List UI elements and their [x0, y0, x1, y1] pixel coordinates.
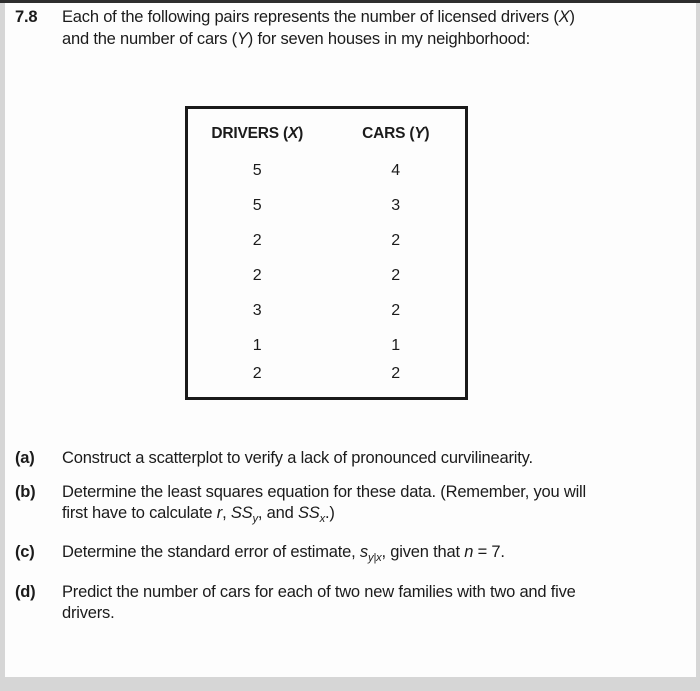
table-row [187, 328, 467, 363]
table-header-row [187, 108, 467, 154]
italic-var: Y [236, 30, 248, 48]
table-cell: 4 [391, 161, 401, 179]
textbook-page [5, 0, 696, 677]
subscript-var: y|x [367, 552, 382, 565]
part-text [62, 582, 686, 624]
part-label: (c) [15, 543, 35, 562]
text-segment: drivers. [62, 604, 115, 623]
text-segment: = 7. [473, 543, 505, 562]
part-text [62, 542, 686, 569]
italic-var: n [464, 543, 474, 562]
table-cell: 3 [391, 196, 401, 214]
table-cell: 2 [391, 231, 401, 249]
table-row [187, 153, 467, 188]
table-row [187, 258, 467, 293]
table-row [187, 363, 467, 398]
italic-var: X [287, 125, 299, 142]
text-segment: first have to calculate [62, 503, 217, 522]
text-segment: Predict the number of cars for each of two new families with two and five [62, 583, 576, 602]
part-text [62, 448, 686, 469]
part-text [62, 482, 686, 530]
text-segment: , given that [381, 543, 465, 562]
table-cell: 2 [391, 266, 401, 284]
text-segment: ) for seven houses in my neighborhood: [247, 30, 531, 48]
question-part [15, 482, 686, 530]
problem-number: 7.8 [15, 8, 38, 26]
text-segment: ) [424, 125, 430, 142]
table-cell: 3 [252, 301, 262, 319]
italic-var: Y [414, 125, 425, 142]
italic-var: s [359, 543, 368, 562]
italic-var: X [558, 8, 570, 26]
subscript-var: y [252, 512, 258, 525]
col-header-cars [327, 108, 467, 154]
top-divider [0, 0, 700, 3]
table-cell: 1 [391, 336, 401, 354]
question-part [15, 582, 686, 624]
table-row [187, 188, 467, 223]
text-segment: ) [298, 125, 304, 142]
table-cell: 2 [391, 364, 401, 382]
italic-var: r [216, 503, 223, 522]
question-parts [5, 448, 696, 625]
table-cell: 2 [391, 301, 401, 319]
text-segment: Each of the following pairs represents the number of licensed drivers ( [62, 8, 559, 26]
table-cell: 2 [252, 266, 262, 284]
part-label: (b) [15, 482, 36, 501]
part-label: (a) [15, 448, 35, 467]
text-segment: , [222, 503, 231, 522]
question-part [15, 448, 686, 469]
part-label: (d) [15, 583, 36, 602]
table-cell: 2 [252, 364, 262, 382]
text-segment: Construct a scatterplot to verify a lack of pronounced curvilinearity. [62, 448, 533, 467]
table-row [187, 293, 467, 328]
text-segment: CARS ( [362, 125, 415, 142]
text-segment: Determine the standard error of estimate, [62, 543, 360, 562]
text-segment: .) [325, 503, 335, 522]
text-segment: , and [257, 503, 298, 522]
problem-intro-text [62, 6, 686, 50]
table-row [187, 223, 467, 258]
drivers-cars-table [185, 106, 468, 400]
table-cell: 1 [252, 336, 262, 354]
table-cell: 2 [252, 231, 262, 249]
italic-var: SS [298, 503, 320, 522]
table-body [187, 153, 467, 398]
text-segment: DRIVERS ( [211, 125, 288, 142]
text-segment: Determine the least squares equation for these data. (Remember, you will [62, 482, 586, 501]
subscript-var: x [319, 512, 326, 525]
table-cell: 5 [252, 161, 262, 179]
question-part [15, 542, 686, 569]
problem-statement [5, 0, 696, 50]
text-segment: ) [569, 8, 575, 26]
table-cell: 5 [252, 196, 262, 214]
italic-var: SS [230, 503, 253, 522]
col-header-drivers [187, 108, 327, 154]
text-segment: and the number of cars ( [62, 30, 237, 48]
